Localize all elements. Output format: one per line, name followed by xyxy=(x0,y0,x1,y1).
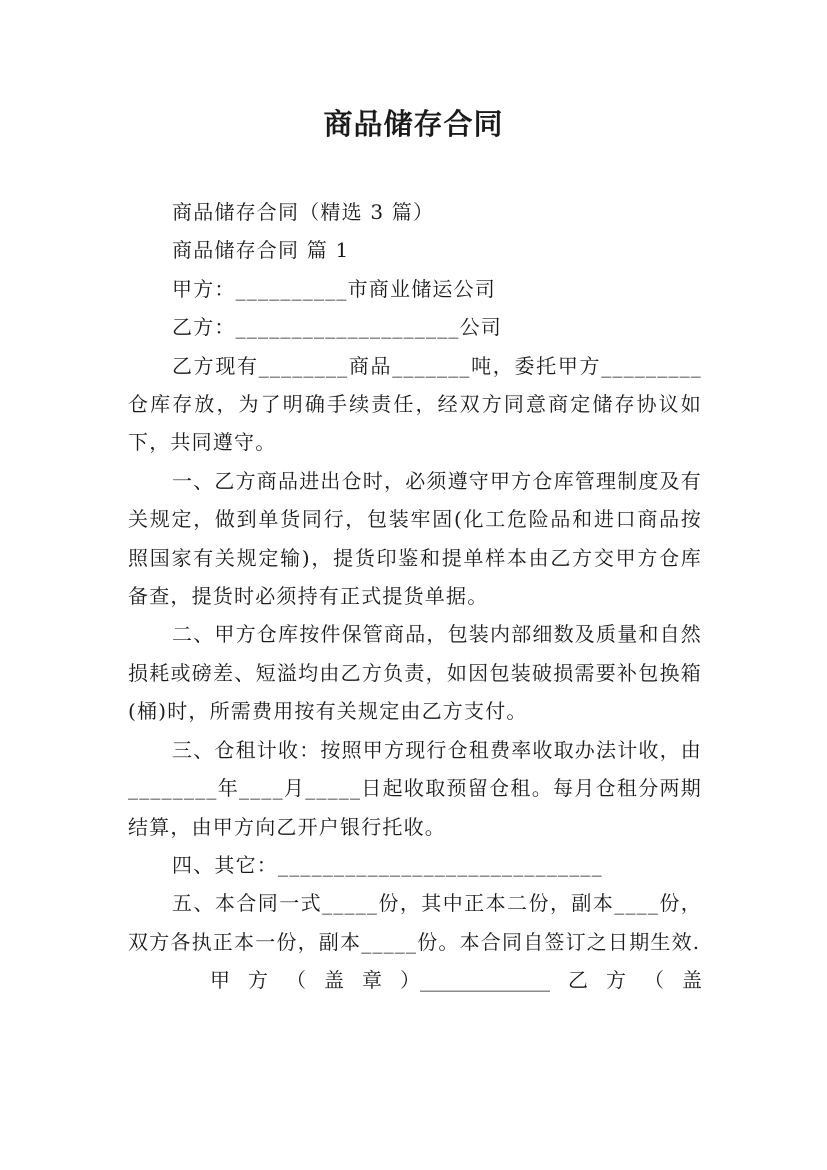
intro-paragraph: 乙方现有________商品_______吨，委托甲方_________仓库存放，为了明确手续责任，经双方同意商定储存协议如下，共同遵守。 xyxy=(128,353,702,455)
signature-char: 甲 xyxy=(210,968,230,993)
clause-5: 五、本合同一式_____份，其中正本二份，副本____份，双方各执正本一份，副本_____份。本合同自签订之日期生效. xyxy=(128,891,702,954)
signature-char: 章 xyxy=(362,968,382,993)
signature-char: 盖 xyxy=(324,968,344,993)
document-subtitle: 商品储存合同（精选 3 篇） xyxy=(172,200,435,224)
signature-char: （ xyxy=(286,968,306,993)
document-title: 商品储存合同 xyxy=(323,107,504,141)
clause-2: 二、甲方仓库按件保管商品，包装内部细数及质量和自然损耗或磅差、短溢均由乙方负责，如因包装破损需要补包换箱(桶)时，所需费用按有关规定由乙方支付。 xyxy=(128,622,702,724)
signature-char: 方 xyxy=(248,968,268,993)
signature-char: 方 xyxy=(606,968,626,993)
signature-line xyxy=(128,961,702,999)
party-b-line: 乙方：____________________公司 xyxy=(172,315,502,340)
clause-1: 一、乙方商品进出仓时，必须遵守甲方仓库管理制度及有关规定，做到单货同行，包装牢固(化工危险品和进口商品按照国家有关规定输)，提货印鉴和提单样本由乙方交甲方仓库备查，提货时必须持有正式提货单据。 xyxy=(128,468,702,609)
party-a-line: 甲方：__________市商业储运公司 xyxy=(172,276,496,301)
signature-char: （ xyxy=(644,968,664,993)
signature-char: 盖 xyxy=(682,968,702,993)
clause-3: 三、仓租计收：按照甲方现行仓租费率收取办法计收，由________年____月_____日起收取预留仓租。每月仓租分两期结算，由甲方向乙开户银行托收。 xyxy=(128,737,702,839)
signature-char: ）_____________ xyxy=(400,968,550,993)
clause-4: 四、其它：_____________________________ xyxy=(172,852,603,877)
document-body xyxy=(128,193,702,1000)
signature-char: 乙 xyxy=(568,968,588,993)
part-label: 商品储存合同 篇 1 xyxy=(172,238,350,263)
